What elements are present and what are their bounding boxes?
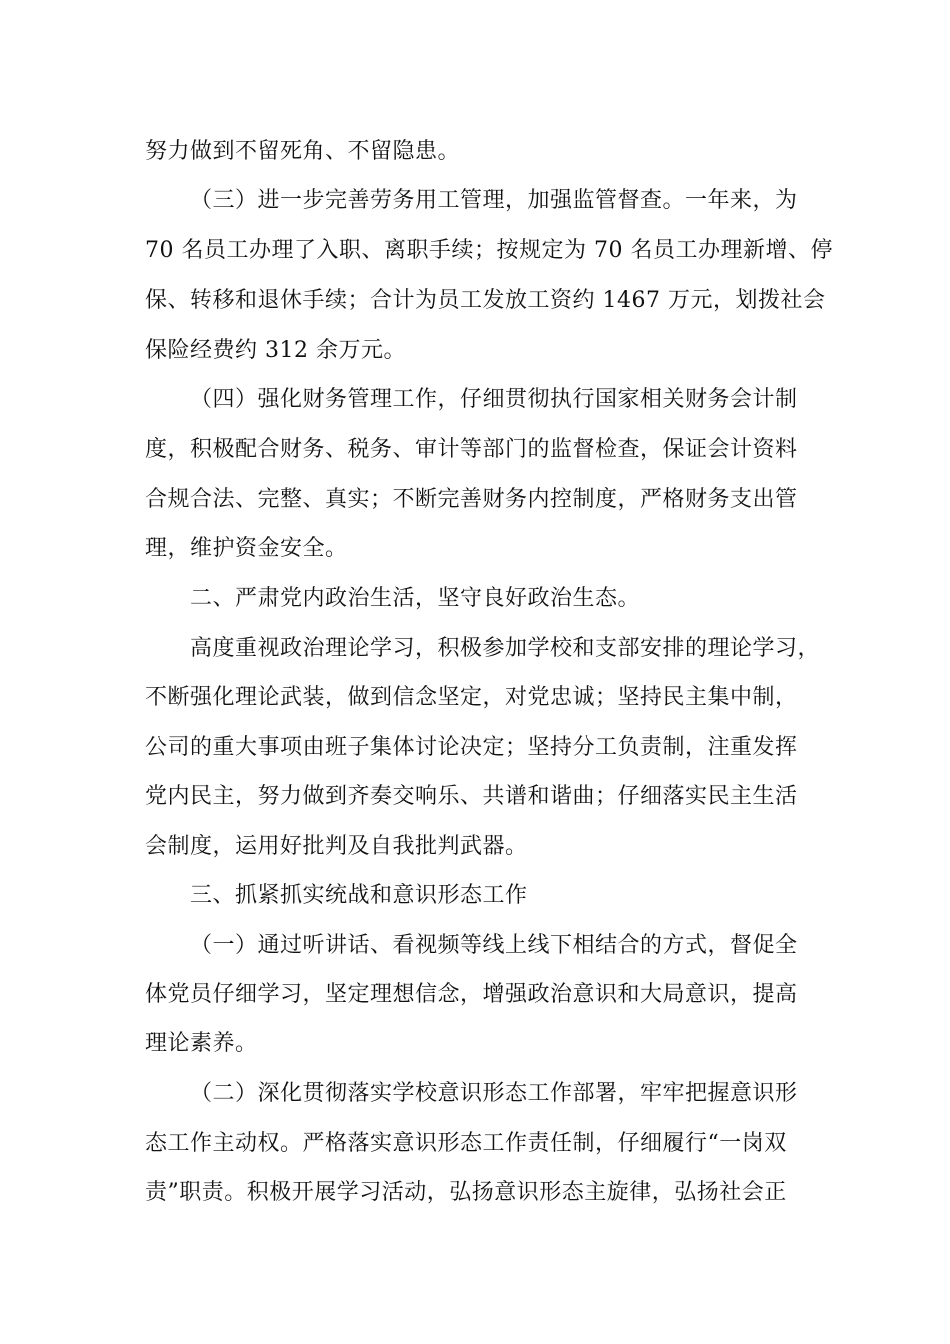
text-line: 保险经费约 312 余万元。 [145, 338, 406, 363]
text-line: 态工作主动权。严格落实意识形态工作责任制，仔细履行“一岗双 [145, 1131, 787, 1156]
text-line: 高度重视政治理论学习，积极参加学校和支部安排的理论学习， [190, 636, 821, 661]
section-heading-2: 二、严肃党内政治生活，坚守良好政治生态。 [190, 586, 641, 611]
text-line: 保、转移和退休手续；合计为员工发放工资约 1467 万元，划拨社会 [145, 288, 826, 313]
text-line: 党内民主，努力做到齐奏交响乐、共谱和谐曲；仔细落实民主生活 [145, 784, 798, 809]
text-line: 体党员仔细学习，坚定理想信念，增强政治意识和大局意识，提高 [145, 982, 798, 1007]
paragraph-heading-4: （四）强化财务管理工作，仔细贯彻执行国家相关财务会计制 [190, 387, 798, 412]
text-line: 理，维护资金安全。 [145, 536, 348, 561]
paragraph-heading-1: （一）通过听讲话、看视频等线上线下相结合的方式，督促全 [190, 933, 798, 958]
text-line: 会制度，运用好批判及自我批判武器。 [145, 834, 528, 859]
text-line: 不断强化理论武装，做到信念坚定，对党忠诚；坚持民主集中制， [145, 685, 798, 710]
text-line: 70 名员工办理了入职、离职手续；按规定为 70 名员工办理新增、停 [145, 238, 833, 263]
text-line: 努力做到不留死角、不留隐患。 [145, 139, 461, 164]
text-line: 公司的重大事项由班子集体讨论决定；坚持分工负责制，注重发挥 [145, 735, 798, 760]
paragraph-heading-2: （二）深化贯彻落实学校意识形态工作部署，牢牢把握意识形 [190, 1081, 798, 1106]
paragraph-heading-3: （三）进一步完善劳务用工管理，加强监管督查。一年来，为 [190, 188, 798, 213]
text-line: 合规合法、完整、真实；不断完善财务内控制度，严格财务支出管 [145, 487, 798, 512]
text-line: 责”职责。积极开展学习活动，弘扬意识形态主旋律，弘扬社会正 [145, 1180, 787, 1205]
text-line: 理论素养。 [145, 1031, 258, 1056]
section-heading-3: 三、抓紧抓实统战和意识形态工作 [190, 883, 528, 908]
text-line: 度，积极配合财务、税务、审计等部门的监督检查，保证会计资料 [145, 437, 798, 462]
